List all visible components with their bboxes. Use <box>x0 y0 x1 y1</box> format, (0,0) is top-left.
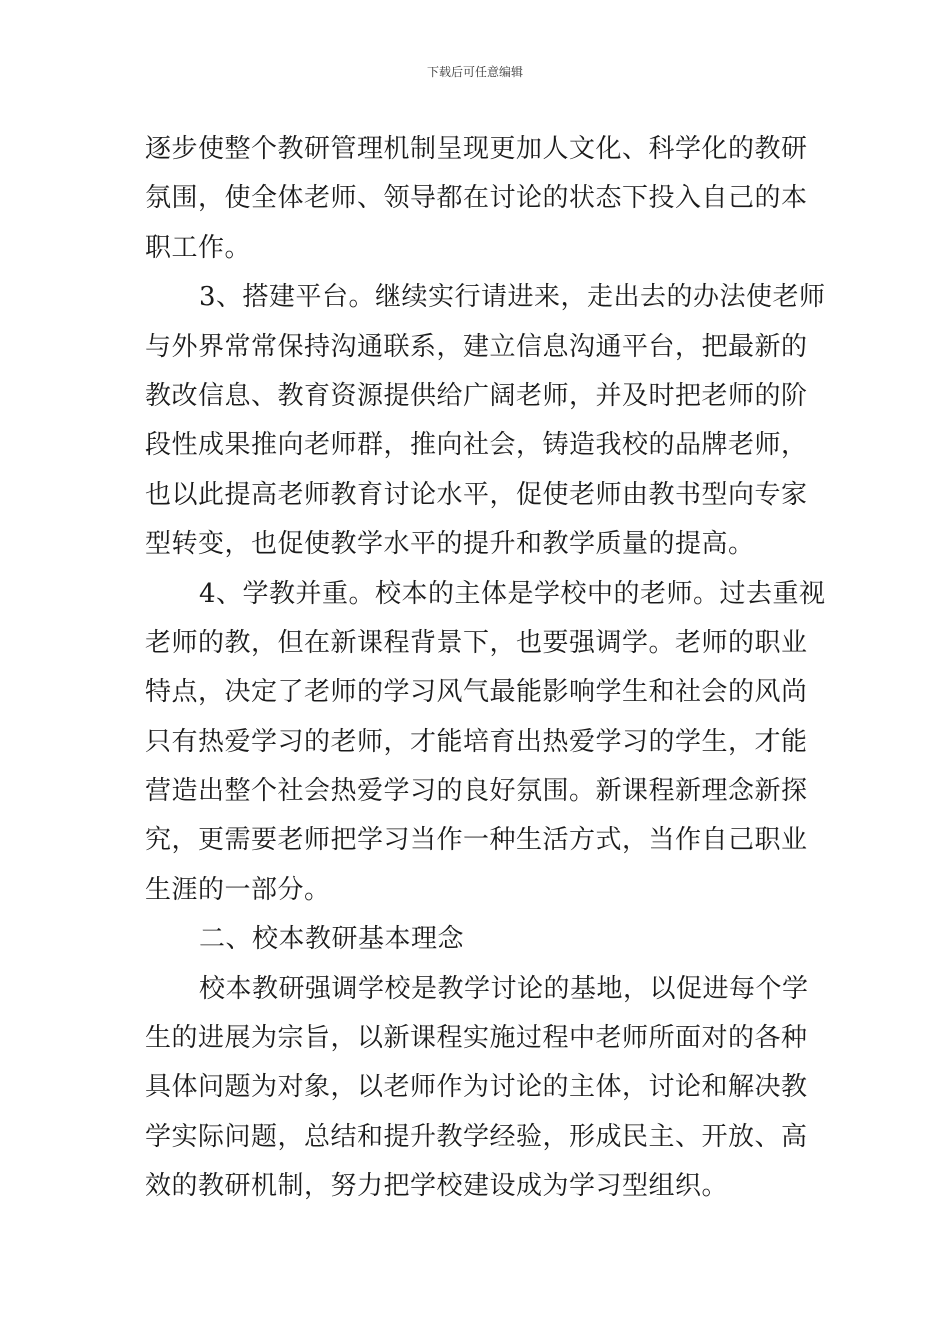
text-line: 学实际问题，总结和提升教学经验，形成民主、开放、高 <box>145 1121 808 1152</box>
text-line: 教改信息、教育资源提供给广阔老师，并及时把老师的阶 <box>145 380 808 411</box>
text-line: 究，更需要老师把学习当作一种生活方式，当作自己职业 <box>145 825 808 856</box>
document-body <box>145 125 826 1212</box>
paragraph-start-line: 4、学教并重。校本的主体是学校中的老师。过去重视 <box>199 578 826 609</box>
text-line: 逐步使整个教研管理机制呈现更加人文化、科学化的教研 <box>145 134 808 164</box>
text-line: 型转变，也促使教学水平的提升和教学质量的提高。 <box>145 529 755 560</box>
section-heading: 二、校本教研基本理念 <box>199 924 465 955</box>
paragraph-start-line: 校本教研强调学校是教学讨论的基地，以促进每个学 <box>199 973 809 1004</box>
text-line: 也以此提高老师教育讨论水平，促使老师由教书型向专家 <box>145 479 808 510</box>
text-line: 效的教研机制，努力把学校建设成为学习型组织。 <box>145 1171 729 1202</box>
text-line: 特点，决定了老师的学习风气最能影响学生和社会的风尚 <box>145 677 808 708</box>
text-line: 生涯的一部分。 <box>145 874 331 905</box>
text-line: 氛围，使全体老师、领导都在讨论的状态下投入自己的本 <box>145 183 808 214</box>
text-line: 老师的教，但在新课程背景下，也要强调学。老师的职业 <box>145 627 808 658</box>
page-header-note: 下载后可任意编辑 <box>426 65 523 79</box>
text-line: 营造出整个社会热爱学习的良好氛围。新课程新理念新探 <box>145 776 808 807</box>
text-line: 段性成果推向老师群，推向社会，铸造我校的品牌老师， <box>145 430 808 461</box>
text-line: 职工作。 <box>145 232 252 263</box>
text-line: 与外界常常保持沟通联系，建立信息沟通平台，把最新的 <box>145 331 808 362</box>
text-line: 具体问题为对象，以老师作为讨论的主体，讨论和解决教 <box>145 1072 808 1103</box>
text-line: 只有热爱学习的老师，才能培育出热爱学习的学生，才能 <box>145 726 808 757</box>
text-line: 生的进展为宗旨，以新课程实施过程中老师所面对的各种 <box>145 1023 808 1054</box>
paragraph-start-line: 3、搭建平台。继续实行请进来，走出去的办法使老师 <box>199 282 826 313</box>
